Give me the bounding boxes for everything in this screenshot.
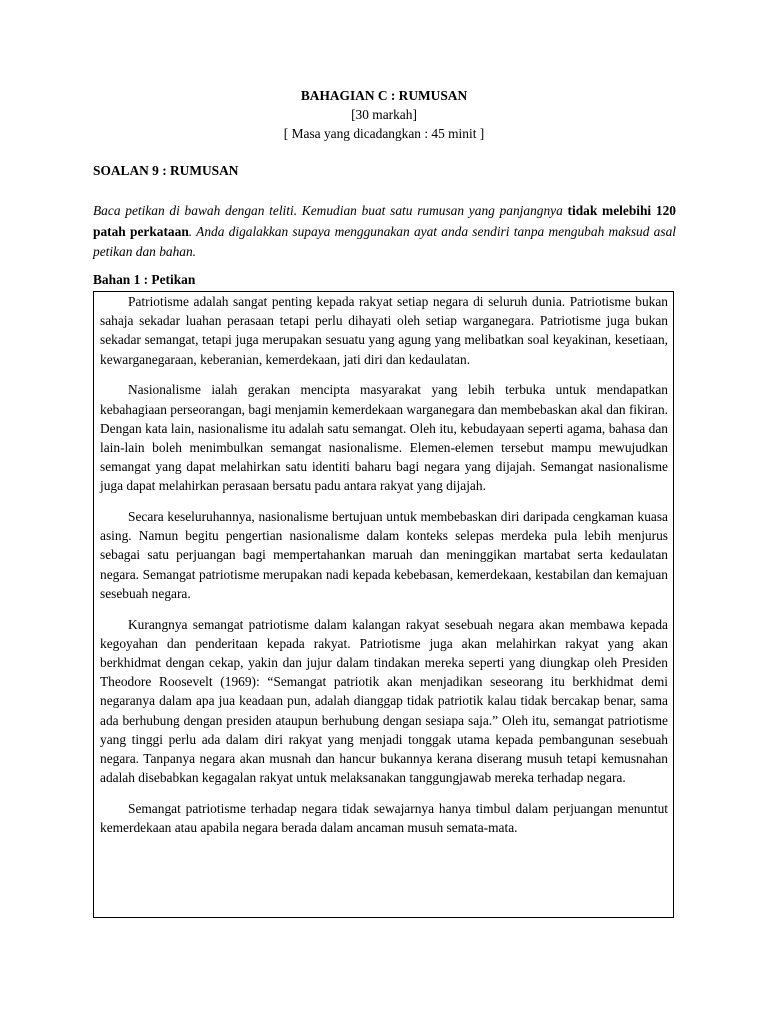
- instructions: [93, 201, 676, 263]
- instructions-text-1: Baca petikan di bawah dengan teliti. Kemudian buat satu rumusan yang panjangnya: [93, 203, 568, 218]
- word-limit: tidak melebihi 120 patah perkataan: [93, 203, 676, 239]
- instructions-text-2: . Anda digalakkan supaya menggunakan ayat anda sendiri tanpa mengubah maksud asal petikan dan bahan.: [93, 223, 676, 259]
- passage-paragraph-1: Patriotisme adalah sangat penting kepada rakyat setiap negara di seluruh dunia. Patriotisme bukan sahaja sekadar luahan perasaan tetapi perlu dihayati oleh setiap warganegara. Patriotisme juga bukan sekadar semangat, tetapi juga merupakan sesuatu yang agung yang melibatkan soal keyakinan, kesetiaan, kewarganegaraan, keberanian, kemerdekaan, jati diri dan kedaulatan.: [100, 294, 668, 367]
- section-header: [0, 86, 768, 143]
- passage-paragraph-3: Secara keseluruhannya, nasionalisme bertujuan untuk membebaskan diri daripada cengkaman kuasa asing. Namun begitu pengertian nasionalisme dalam konteks selepas merdeka pula lebih menjurus sebagai satu perjuangan bagi mempertahankan maruah dan meninggikan martabat serta kedaulatan negara. Semangat patriotisme merupakan nadi kepada kebebasan, kemerdekaan, kestabilan dan kemajuan sesebuah negara.: [100, 509, 668, 601]
- question-label: SOALAN 9 : RUMUSAN: [93, 163, 239, 178]
- time-allocation: [ Masa yang dicadangkan : 45 minit ]: [283, 126, 485, 141]
- section-title: BAHAGIAN C : RUMUSAN: [300, 88, 468, 103]
- passage-paragraph-5: Semangat patriotisme terhadap negara tidak sewajarnya hanya timbul dalam perjuangan menuntut kemerdekaan atau apabila negara berada dalam ancaman musuh semata-mata.: [100, 800, 668, 836]
- marks-label: [30 markah]: [351, 107, 417, 122]
- passage-paragraph-2: Nasionalisme ialah gerakan mencipta masyarakat yang lebih terbuka untuk mendapatkan kebahagiaan perseorangan, bagi menjamin kemerdekaan warganegara dan membebaskan akal dan fikiran. Dengan kata lain, nasionalisme itu adalah satu semangat. Oleh itu, kebudayaan seperti agama, bahasa dan lain-lain boleh menimbulkan semangat nasionalisme. Elemen-elemen tersebut mampu mewujudkan semangat yang dapat melahirkan satu identiti baharu bagi negara yang dijajah. Semangat nasionalisme juga dapat melahirkan perasaan bersatu padu antara rakyat yang dijajah.: [100, 382, 668, 494]
- source-label: Bahan 1 : Petikan: [93, 272, 196, 287]
- passage: [100, 292, 668, 849]
- passage-paragraph-4: Kurangnya semangat patriotisme dalam kalangan rakyat sesebuah negara akan membawa kepada kegoyahan dan penderitaan kepada rakyat. Patriotisme juga akan melahirkan rakyat yang akan berkhidmat dengan cekap, yakin dan jujur dalam tindakan mereka seperti yang diungkap oleh Presiden Theodore Roosevelt (1969): “Semangat patriotik akan menjadikan seseorang itu berkhidmat demi negaranya dalam apa jua keadaan pun, adalah dianggap tidak patriotik kalau tidak bercakap benar, sama ada berhubung dengan presiden ataupun berhubung dengan sesiapa saja.” Oleh itu, semangat patriotisme yang tinggi perlu ada dalam diri rakyat yang menjadi tonggak utama kepada pembangunan sesebuah negara. Tanpanya negara akan musnah dan hancur bukannya kerana diserang musuh tetapi kemusnahan adalah disebabkan kegagalan rakyat untuk melaksanakan tanggungjawab mereka terhadap negara.: [100, 616, 668, 786]
